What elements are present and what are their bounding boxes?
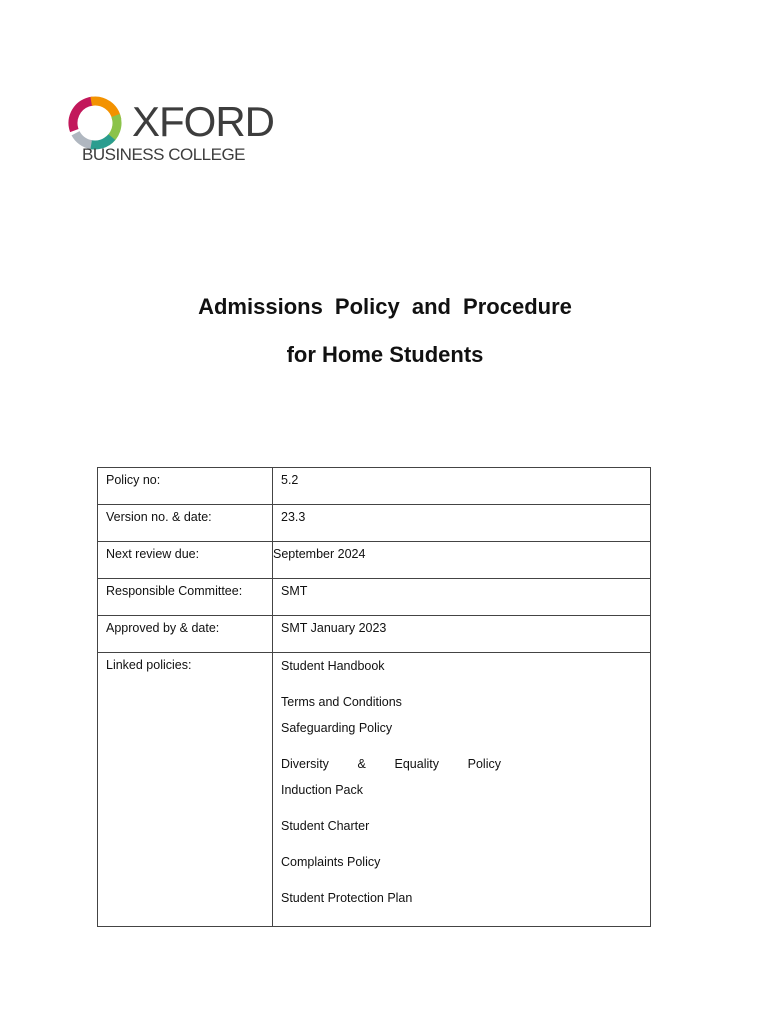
policy-details-table	[97, 467, 651, 927]
row-value: 23.3	[273, 505, 651, 542]
table-row	[98, 505, 651, 542]
list-item: Student Handbook	[281, 659, 385, 673]
row-label: Next review due:	[98, 542, 273, 579]
table-row	[98, 616, 651, 653]
row-value: SMT	[273, 579, 651, 616]
diversity-policy-line	[281, 756, 501, 772]
row-value: SMT January 2023	[273, 616, 651, 653]
list-item: Induction Pack	[281, 783, 363, 797]
table-row	[98, 653, 651, 927]
list-item: Student Protection Plan	[281, 891, 413, 905]
table-row	[98, 579, 651, 616]
list-item: Complaints Policy	[281, 855, 381, 869]
list-item	[281, 756, 650, 782]
row-label: Policy no:	[98, 468, 273, 505]
row-label: Approved by & date:	[98, 616, 273, 653]
document-subtitle: for Home Students	[286, 342, 484, 367]
word: Equality	[394, 757, 439, 771]
college-logo	[62, 92, 274, 172]
table-row	[98, 468, 651, 505]
table-row	[98, 542, 651, 579]
list-item: Safeguarding Policy	[281, 721, 393, 735]
word: Policy	[467, 757, 501, 771]
logo-wordmark: XFORD	[132, 98, 274, 145]
row-value: September 2024	[273, 542, 651, 579]
linked-policies-list	[273, 653, 651, 927]
list-item: Student Charter	[281, 819, 370, 833]
row-label: Version no. & date:	[98, 505, 273, 542]
document-title: Admissions Policy and Procedure	[198, 294, 572, 319]
row-value: 5.2	[273, 468, 651, 505]
word: &	[357, 757, 366, 771]
list-item: Terms and Conditions	[281, 695, 402, 709]
row-label: Responsible Committee:	[98, 579, 273, 616]
logo-subtitle: BUSINESS COLLEGE	[82, 145, 246, 164]
word: Diversity	[281, 757, 329, 771]
row-label: Linked policies:	[98, 653, 273, 927]
